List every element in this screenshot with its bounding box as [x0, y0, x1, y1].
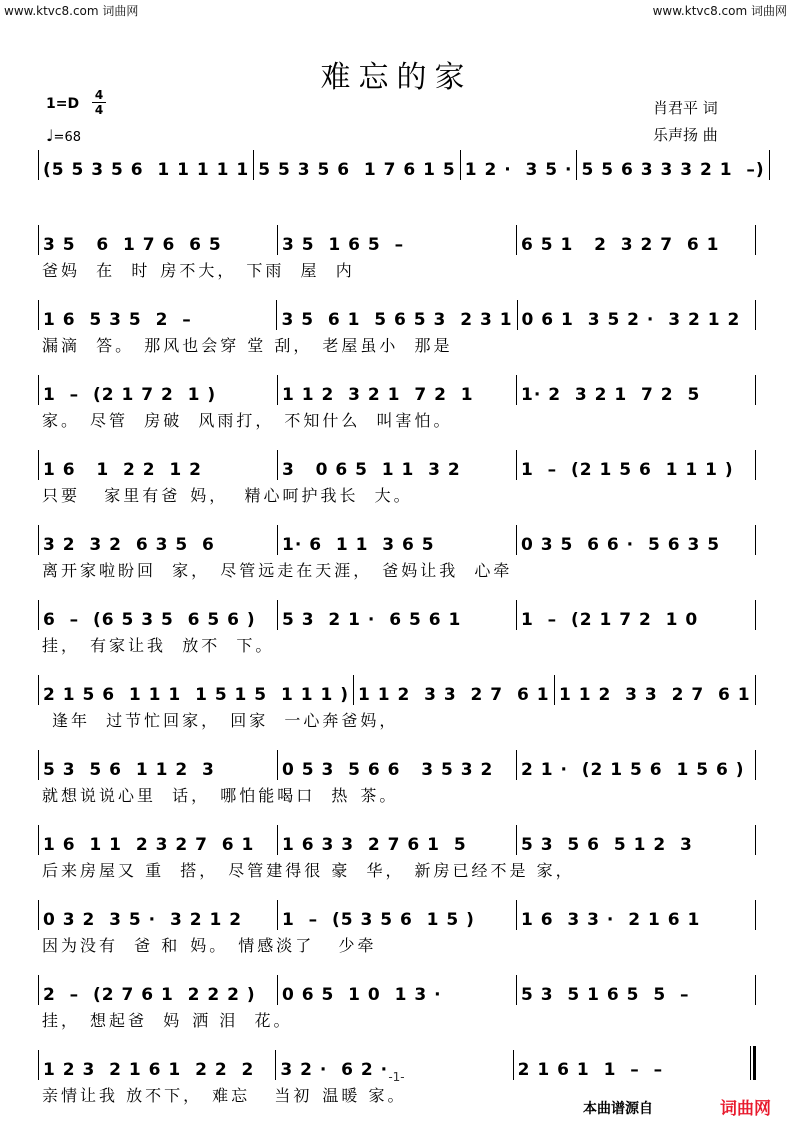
measure: 1 6 1 1 2 3 2 7 6 1 [43, 835, 255, 855]
lyric-segment: 尽管远走在天涯， [220, 561, 373, 580]
barline [755, 375, 756, 405]
lyrics-line [38, 482, 756, 510]
measure: 0 3 5 6 6 · 5 6 3 5 [521, 535, 721, 555]
measure: 6 – (6 5 3 5 6 5 6 ) [43, 610, 256, 630]
lyric-segment: 就想说说心里 话， [42, 786, 211, 805]
lyrics-line [38, 782, 756, 810]
watermark-right: www.ktvc8.com 词曲网 [652, 4, 787, 18]
lyrics-line [38, 857, 756, 885]
measure: 5 3 5 6 5 1 2 3 [521, 835, 693, 855]
lyric-segment: 因为没有 爸 和 [42, 936, 181, 955]
score-system [38, 146, 765, 221]
lyric-segment: 爸妈 在 时 [42, 261, 151, 280]
time-signature-bottom: 4 [92, 102, 106, 117]
measure: 3 2 · 6 2 · [280, 1060, 389, 1080]
measure: 2 – (2 7 6 1 2 2 2 ) [43, 985, 256, 1005]
lyric-segment: 亲情让我 放不下， [42, 1086, 203, 1105]
lyric-segment: 情感淡了 少牵 [238, 936, 377, 955]
lyric-segment: 逢年 过节忙回家， [52, 711, 221, 730]
lyrics-line [38, 332, 756, 360]
measure: 3 5 1 6 5 – [282, 235, 405, 255]
key-signature: 1=D [46, 96, 80, 112]
notation-line [38, 971, 756, 1007]
lyricist-credit: 肖君平 词 [653, 99, 718, 117]
measure: 3 5 6 1 5 6 5 3 2 3 1 [281, 310, 513, 330]
lyric-segment: 家。 [42, 411, 81, 430]
notation-line [38, 821, 756, 857]
measure: 1 6 3 3 · 2 1 6 1 [521, 910, 701, 930]
page-number: -1- [388, 1070, 405, 1084]
measure: 1· 6 1 1 3 6 5 [282, 535, 435, 555]
score-system [38, 221, 756, 296]
score-system [38, 671, 756, 746]
lyric-segment: 只要 家里有爸 [42, 486, 181, 505]
score-system [38, 521, 756, 596]
measure: 3 2 3 2 6 3 5 6 [43, 535, 215, 555]
lyrics-line [38, 182, 756, 210]
score-system [38, 971, 756, 1046]
lyric-segment: 房不大， [160, 261, 237, 280]
measure: 3 5 6 1 7 6 6 5 [43, 235, 222, 255]
site-logo: 词曲网 [720, 1099, 771, 1119]
time-signature [92, 88, 106, 117]
measure: 1 6 1 2 2 1 2 [43, 460, 202, 480]
lyric-segment: 洒 泪 花。 [192, 1011, 293, 1030]
measure: 1· 2 3 2 1 7 2 5 [521, 385, 701, 405]
barline [755, 975, 756, 1005]
lyrics-line [38, 257, 756, 285]
lyric-segment: 哪怕能喝口 热 [220, 786, 351, 805]
barline [755, 450, 756, 480]
lyric-segment: 后来房屋又 重 搭， [42, 861, 219, 880]
lyrics-line [38, 407, 756, 435]
measure: 0 5 3 5 6 6 3 5 3 2 [282, 760, 494, 780]
measure: 2 1 · (2 1 5 6 1 5 6 ) [521, 760, 745, 780]
measure: 0 6 5 1 0 1 3 · [282, 985, 442, 1005]
measure: 1 – (5 3 5 6 1 5 ) [282, 910, 475, 930]
measure: 1 1 2 3 3 2 7 6 1 [357, 685, 550, 705]
lyric-segment: 妈。 [190, 936, 229, 955]
lyric-segment: 新房已经不是 家， [414, 861, 575, 880]
measure: 1 – (2 1 5 6 1 1 1 ) [521, 460, 734, 480]
lyric-segment: 不知什么 叫害怕。 [284, 411, 453, 430]
measure: 1 1 2 3 3 2 7 6 1 [559, 685, 751, 705]
score [38, 146, 765, 1121]
notation-line [38, 296, 756, 332]
tempo-marking [46, 126, 81, 145]
notation-line [38, 896, 756, 932]
lyric-segment: 爸妈让我 心牵 [382, 561, 513, 580]
notation-line [38, 746, 756, 782]
measure: 1 6 5 3 5 2 – [43, 310, 192, 330]
lyric-segment: 那风也会穿 堂 刮， [144, 336, 313, 355]
barline [755, 900, 756, 930]
score-system [38, 371, 756, 446]
score-system [38, 896, 756, 971]
notation-line [38, 521, 756, 557]
lyric-segment: 茶。 [360, 786, 399, 805]
measure: 6 5 1 2 3 2 7 6 1 [521, 235, 720, 255]
measure: 5 3 2 1 · 6 5 6 1 [282, 610, 462, 630]
lyric-segment: 老屋虽小 那是 [322, 336, 453, 355]
lyric-segment: 难忘 当初 [212, 1086, 313, 1105]
lyric-segment: 挂， [42, 1011, 81, 1030]
lyrics-line [38, 632, 756, 660]
barline [755, 675, 756, 705]
measure: 0 3 2 3 5 · 3 2 1 2 [43, 910, 243, 930]
lyrics-line [38, 707, 756, 735]
barline [755, 750, 756, 780]
song-title: 难忘的家 [320, 60, 473, 95]
measure: 3 0 6 5 1 1 3 2 [282, 460, 461, 480]
lyric-segment: 挂， [42, 636, 81, 655]
notation-line [38, 371, 756, 407]
score-system [38, 446, 756, 521]
lyrics-line [38, 932, 756, 960]
notation-line [38, 146, 765, 182]
lyric-segment: 尽管建得很 豪 华， [228, 861, 405, 880]
time-signature-top: 4 [94, 88, 104, 102]
lyric-segment: 妈， 精心呵护我长 大。 [190, 486, 413, 505]
lyric-segment: 尽管 房破 风雨打， [90, 411, 275, 430]
score-system [38, 296, 756, 371]
measure: 0 6 1 3 5 2 · 3 2 1 2 [521, 310, 741, 330]
score-system [38, 821, 756, 896]
lyric-segment: 温暖 家。 [322, 1086, 407, 1105]
notation-line [38, 671, 756, 707]
quarter-note-icon: ♩ [46, 126, 54, 145]
lyric-segment: 回家 一心奔爸妈， [230, 711, 399, 730]
measure: 1 2 3 2 1 6 1 2 2 2 [43, 1060, 255, 1080]
notation-line [38, 221, 756, 257]
measure: (5 5 3 5 6 1 1 1 1 1 [43, 160, 250, 180]
measure: 1 – (2 1 7 2 1 0 [521, 610, 699, 630]
measure: 2 1 6 1 1 – – [517, 1060, 664, 1080]
barline [769, 150, 770, 180]
source-note: 本曲谱源自 [583, 1101, 653, 1117]
lyric-segment: 想起爸 妈 [90, 1011, 183, 1030]
measure: 5 3 5 6 1 1 2 3 [43, 760, 215, 780]
lyrics-line [38, 1007, 756, 1035]
notation-line [38, 446, 756, 482]
lyric-segment: 有家让我 放不 下。 [90, 636, 275, 655]
measure: 2 1 5 6 1 1 1 1 5 1 5 1 1 1 ) [43, 685, 349, 705]
measure: 5 5 3 5 6 1 7 6 1 5 [258, 160, 456, 180]
barline [755, 600, 756, 630]
barline [755, 525, 756, 555]
lyrics-line [38, 557, 756, 585]
score-system [38, 596, 756, 671]
lyric-segment: 下雨 屋 内 [246, 261, 355, 280]
measure: 1 6 3 3 2 7 6 1 5 [282, 835, 467, 855]
notation-line [38, 596, 756, 632]
tempo-value: =68 [53, 130, 81, 145]
watermark-left: www.ktvc8.com 词曲网 [4, 4, 139, 18]
barline [755, 225, 756, 255]
barline [755, 825, 756, 855]
measure: 1 2 · 3 5 · [464, 160, 573, 180]
composer-credit: 乐声扬 曲 [653, 126, 718, 144]
measure: 1 1 2 3 2 1 7 2 1 [282, 385, 474, 405]
barline [755, 300, 756, 330]
measure: 5 3 5 1 6 5 5 – [521, 985, 690, 1005]
measure: 5 5 6 3 3 3 2 1 –) [581, 160, 765, 180]
lyric-segment: 漏滴 答。 [42, 336, 135, 355]
score-system [38, 746, 756, 821]
measure: 1 – (2 1 7 2 1 ) [43, 385, 217, 405]
lyric-segment: 离开家啦盼回 家， [42, 561, 211, 580]
